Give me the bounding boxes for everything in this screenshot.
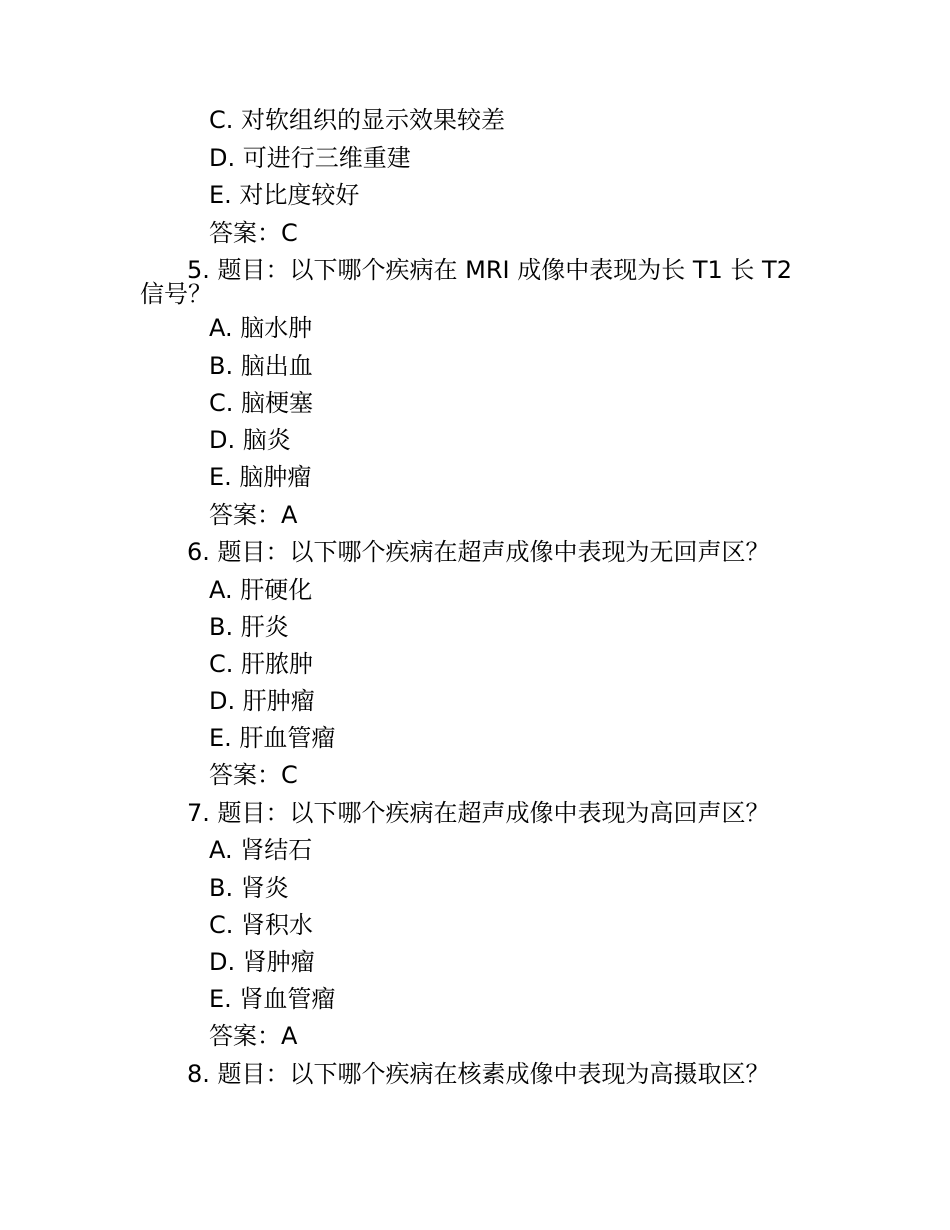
q7-answer: 答案：A <box>209 1022 298 1050</box>
q4-option-d: D. 可进行三维重建 <box>209 144 411 172</box>
q5-title: 5. 题目：以下哪个疾病在 MRI 成像中表现为长 T1 长 T2 <box>187 256 792 284</box>
q5-option-d: D. 脑炎 <box>209 426 291 454</box>
q5-answer: 答案：A <box>209 501 298 529</box>
q8-title: 8. 题目：以下哪个疾病在核素成像中表现为高摄取区？ <box>187 1060 770 1088</box>
q6-title: 6. 题目：以下哪个疾病在超声成像中表现为无回声区？ <box>187 538 770 566</box>
q5-option-a: A. 脑水肿 <box>209 314 313 342</box>
q7-option-a: A. 肾结石 <box>209 836 313 864</box>
q6-option-a: A. 肝硬化 <box>209 576 313 604</box>
q4-option-c: C. 对软组织的显示效果较差 <box>209 106 506 134</box>
q5-option-c: C. 脑梗塞 <box>209 389 314 417</box>
q6-answer: 答案：C <box>209 761 298 789</box>
q6-option-b: B. 肝炎 <box>209 613 289 641</box>
q6-option-c: C. 肝脓肿 <box>209 650 314 678</box>
q5-title-wrap: 信号？ <box>140 280 212 308</box>
q5-option-e: E. 脑肿瘤 <box>209 463 312 491</box>
q7-option-e: E. 肾血管瘤 <box>209 985 336 1013</box>
q7-option-d: D. 肾肿瘤 <box>209 948 315 976</box>
q7-option-b: B. 肾炎 <box>209 874 289 902</box>
q7-title: 7. 题目：以下哪个疾病在超声成像中表现为高回声区？ <box>187 799 770 827</box>
q5-option-b: B. 脑出血 <box>209 352 313 380</box>
q4-answer: 答案：C <box>209 219 298 247</box>
q6-option-d: D. 肝肿瘤 <box>209 687 315 715</box>
q4-option-e: E. 对比度较好 <box>209 181 360 209</box>
q7-option-c: C. 肾积水 <box>209 911 314 939</box>
q6-option-e: E. 肝血管瘤 <box>209 724 336 752</box>
